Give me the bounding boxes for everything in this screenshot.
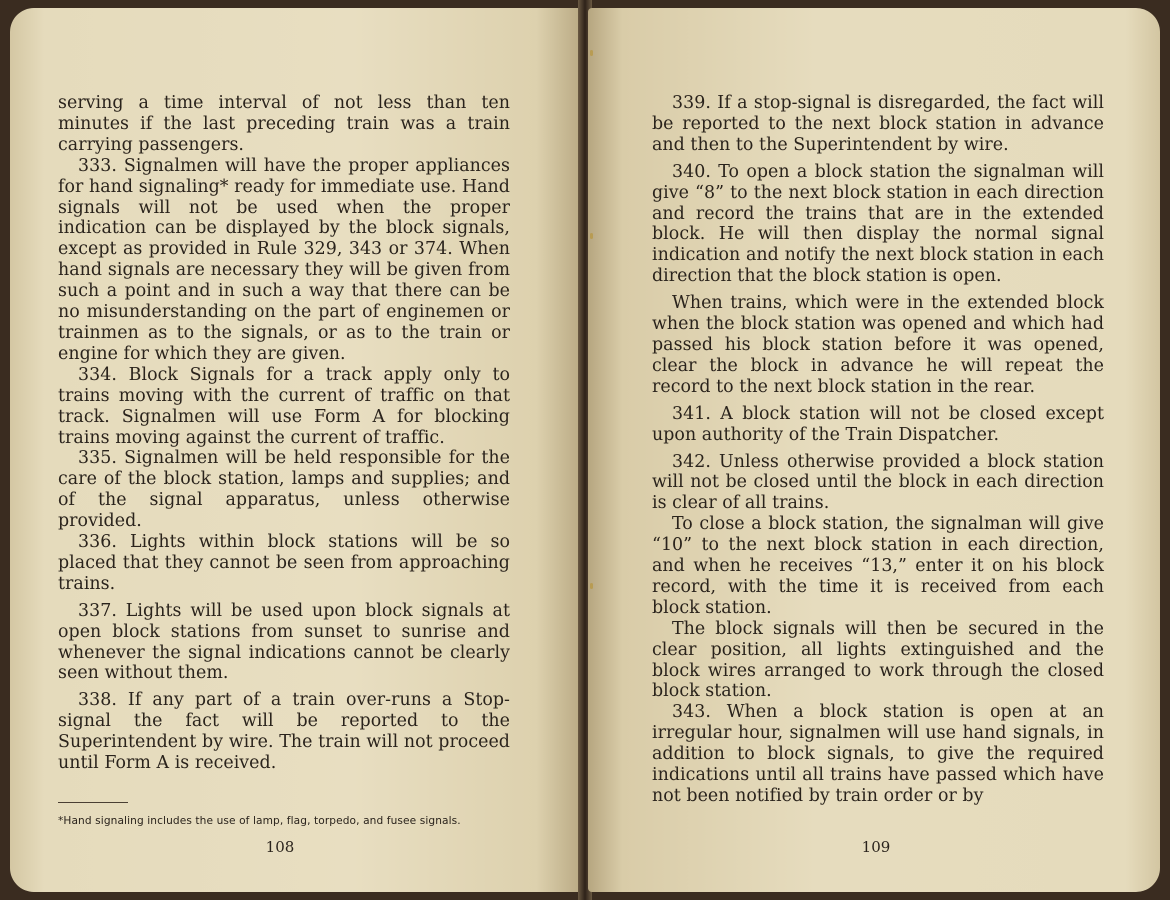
paper-speck [590,583,593,589]
paragraph-block-signals: The block signals will then be secured in the clear position, all lights extinguished and the block wires arranged to work through the closed block station. [652,618,1104,702]
paragraph-333: 333. Signalmen will have the proper appliances for hand signaling* ready for immediate use. Hand signals will not be used when the proper indication can be displayed by the block signals, except as provided in Rule 329, 343 or 374. When hand signals are necessary they will be given from such a point and in such a way that there can be no misunderstanding on the part of enginemen or trainmen as to the signals, or as to the train or engine for which they are given. [58,155,510,364]
paragraph-334: 334. Block Signals for a track apply only to trains moving with the current of traffic on that track. Signalmen will use Form A for blocking trains moving against the current of traffic. [58,364,510,448]
right-page-text [652,93,1104,807]
paper-speck [590,233,593,239]
paragraph-335: 335. Signalmen will be held responsible for the care of the block station, lamps and supplies; and of the signal apparatus, unless otherwise provided. [58,448,510,532]
paper-speck [590,50,593,56]
paragraph-336: 336. Lights within block stations will be so placed that they cannot be seen from approaching trains. [58,532,510,594]
footnote-rule [58,802,128,803]
paragraph-close-station: To close a block station, the signalman will give “10” to the next block station in each direction, and when he receives “13,” enter it on his block record, with the time it is received from each block station. [652,514,1104,618]
paragraph-337: 337. Lights will be used upon block signals at open block stations from sunset to sunrise and whenever the signal indications cannot be clearly seen without them. [58,600,510,684]
footnote: *Hand signaling includes the use of lamp, flag, torpedo, and fusee signals. [58,815,461,827]
left-page-text [58,93,510,774]
paragraph-extended-block: When trains, which were in the extended block when the block station was opened and which had passed his block station before it was opened, clear the block in advance he will repeat the record to the next block station in the rear. [652,293,1104,397]
paragraph-341: 341. A block station will not be closed except upon authority of the Train Dispatcher. [652,403,1104,445]
paragraph-338: 338. If any part of a train over-runs a Stop-signal the fact will be reported to the Superintendent by wire. The train will not proceed until Form A is received. [58,690,510,774]
page-number-left: 108 [265,838,295,856]
paragraph-342: 342. Unless otherwise provided a block station will not be closed until the block in each direction is clear of all trains. [652,451,1104,514]
paragraph-343: 343. When a block station is open at an irregular hour, signalmen will use hand signals, in addition to block signals, to give the required indications until all trains have passed which have not been notified by train order or by [652,702,1104,806]
paragraph-340: 340. To open a block station the signalman will give “8” to the next block station in each direction and record the trains that are in the extended block. He will then display the normal signal indication and notify the next block station in each direction that the block station is open. [652,161,1104,287]
left-page [10,8,582,892]
page-number-right: 109 [861,838,891,856]
paragraph: serving a time interval of not less than ten minutes if the last preceding train was a train carrying passengers. [58,93,510,155]
paragraph-339: 339. If a stop-signal is disregarded, the fact will be reported to the next block station in advance and then to the Superintendent by wire. [652,93,1104,155]
right-page [588,8,1160,892]
